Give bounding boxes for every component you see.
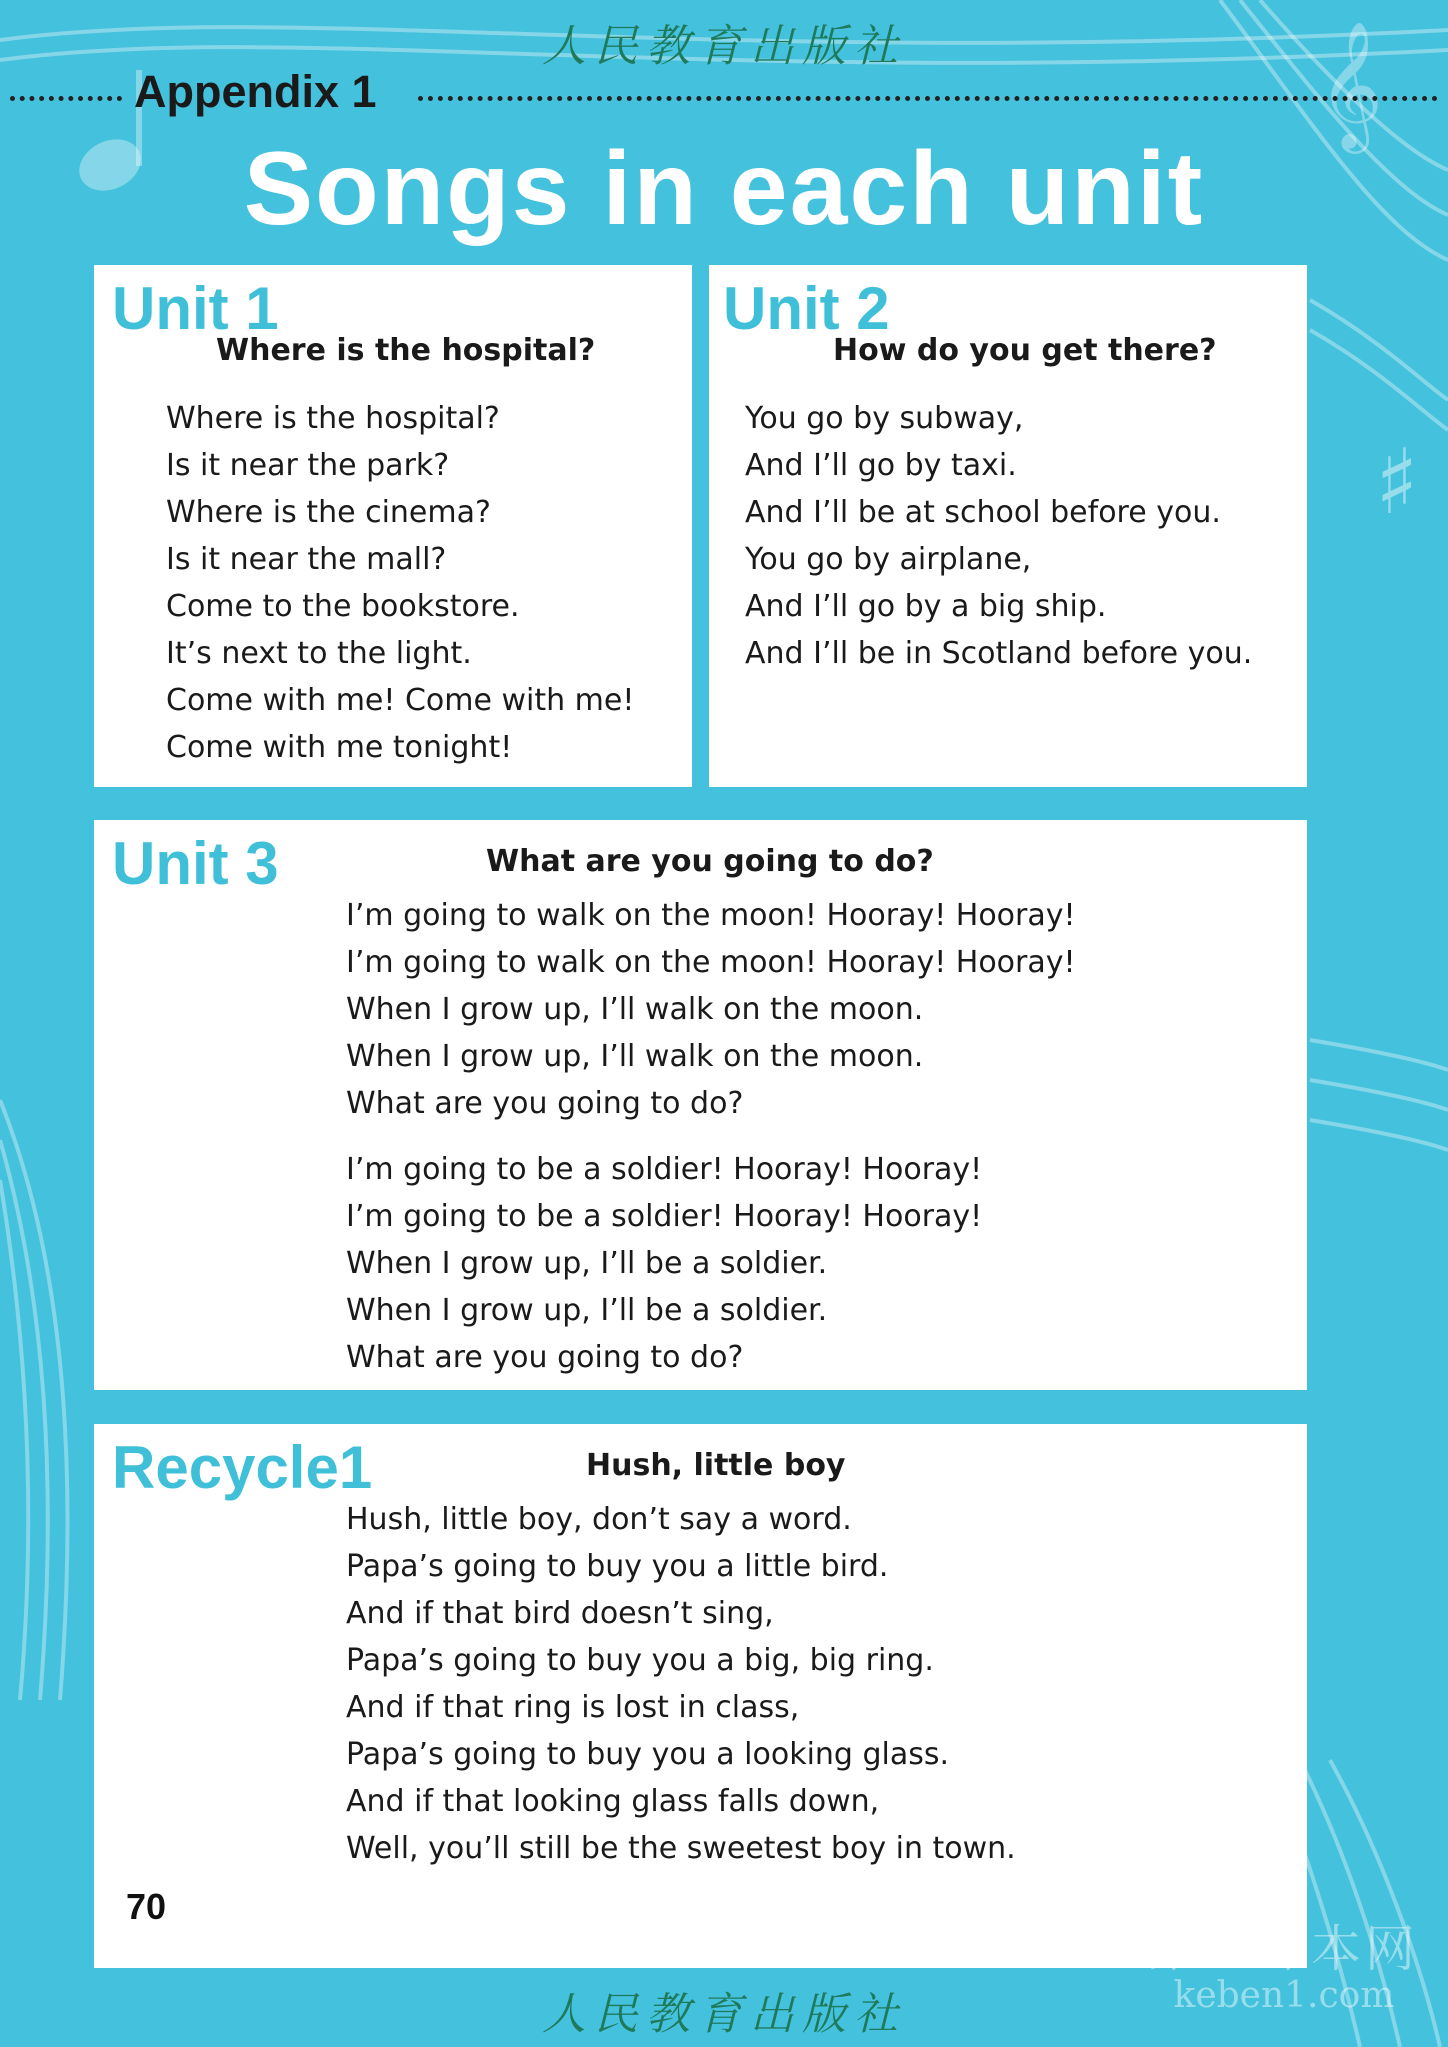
lyric-line: I’m going to walk on the moon! Hooray! Hooray! — [346, 898, 1076, 933]
song-title: What are you going to do? — [486, 844, 934, 879]
lyric-line: It’s next to the light. — [166, 636, 472, 671]
lyric-line: You go by airplane, — [745, 542, 1032, 577]
site-watermark — [1134, 1920, 1434, 2017]
lyric-line: And if that bird doesn’t sing, — [346, 1596, 774, 1631]
recycle-1-panel — [94, 1424, 1307, 1968]
lyric-line: And I’ll be at school before you. — [745, 495, 1221, 530]
header-dotted-rule-right — [418, 96, 1438, 101]
lyric-line: Come with me tonight! — [166, 730, 513, 765]
lyric-line: Papa’s going to buy you a little bird. — [346, 1549, 889, 1584]
lyric-line: Is it near the mall? — [166, 542, 447, 577]
lyric-line: When I grow up, I’ll be a soldier. — [346, 1246, 828, 1281]
lyric-line: And if that looking glass falls down, — [346, 1784, 880, 1819]
lyric-line: I’m going to be a soldier! Hooray! Hooray! — [346, 1199, 983, 1234]
sharp-icon: ♯ — [1375, 430, 1419, 535]
lyrics-verse-1 — [346, 892, 1076, 1127]
lyric-line: I’m going to be a soldier! Hooray! Hooray! — [346, 1152, 983, 1187]
lyric-line: And I’ll go by taxi. — [745, 448, 1017, 483]
page-title: Songs in each unit — [243, 131, 1205, 247]
treble-clef-icon: 𝄞 — [1318, 20, 1384, 148]
unit-1-panel — [94, 265, 692, 787]
lyric-line: And I’ll go by a big ship. — [745, 589, 1107, 624]
watermark-url: keben1.com — [1173, 1975, 1395, 2016]
publisher-logo-top: 人民教育出版社 — [542, 21, 906, 72]
lyric-line: Come to the bookstore. — [166, 589, 520, 624]
page-number: 70 — [126, 1886, 167, 1927]
lyric-line: Papa’s going to buy you a big, big ring. — [346, 1643, 934, 1678]
unit-label: Unit 1 — [112, 275, 279, 342]
lyric-line: Hush, little boy, don’t say a word. — [346, 1502, 852, 1537]
lyric-line: When I grow up, I’ll be a soldier. — [346, 1293, 828, 1328]
lyric-line: What are you going to do? — [346, 1086, 744, 1121]
header-dotted-rule-left — [10, 96, 122, 101]
lyric-line: And I’ll be in Scotland before you. — [745, 636, 1253, 671]
publisher-logo-bottom: 人民教育出版社 — [542, 1989, 906, 2040]
song-title: Hush, little boy — [586, 1448, 846, 1483]
lyric-line: And if that ring is lost in class, — [346, 1690, 800, 1725]
lyric-line: Well, you’ll still be the sweetest boy in town. — [346, 1831, 1016, 1866]
lyric-line: Come with me! Come with me! — [166, 683, 635, 718]
lyric-line: Where is the cinema? — [166, 495, 491, 530]
lyrics-list — [745, 395, 1252, 677]
lyric-line: Is it near the park? — [166, 448, 450, 483]
song-title: Where is the hospital? — [216, 333, 596, 368]
lyric-line: What are you going to do? — [346, 1340, 744, 1375]
lyrics-verse-2 — [346, 1146, 982, 1381]
lyrics-list — [166, 395, 634, 771]
song-title: How do you get there? — [833, 333, 1217, 368]
watermark-text: 第一课本网 — [1149, 1920, 1419, 1978]
unit-label: Recycle1 — [112, 1434, 373, 1501]
unit-label: Unit 2 — [723, 275, 890, 342]
lyric-line: You go by subway, — [745, 401, 1024, 436]
lyric-line: When I grow up, I’ll walk on the moon. — [346, 992, 924, 1027]
lyric-line: Where is the hospital? — [166, 401, 500, 436]
appendix-label: Appendix 1 — [134, 66, 377, 117]
lyrics-list — [346, 1496, 1016, 1872]
lyric-line: I’m going to walk on the moon! Hooray! Hooray! — [346, 945, 1076, 980]
unit-3-panel — [94, 820, 1307, 1390]
lyric-line: When I grow up, I’ll walk on the moon. — [346, 1039, 924, 1074]
unit-label: Unit 3 — [112, 830, 279, 897]
unit-2-panel — [709, 265, 1307, 787]
lyric-line: Papa’s going to buy you a looking glass. — [346, 1737, 950, 1772]
